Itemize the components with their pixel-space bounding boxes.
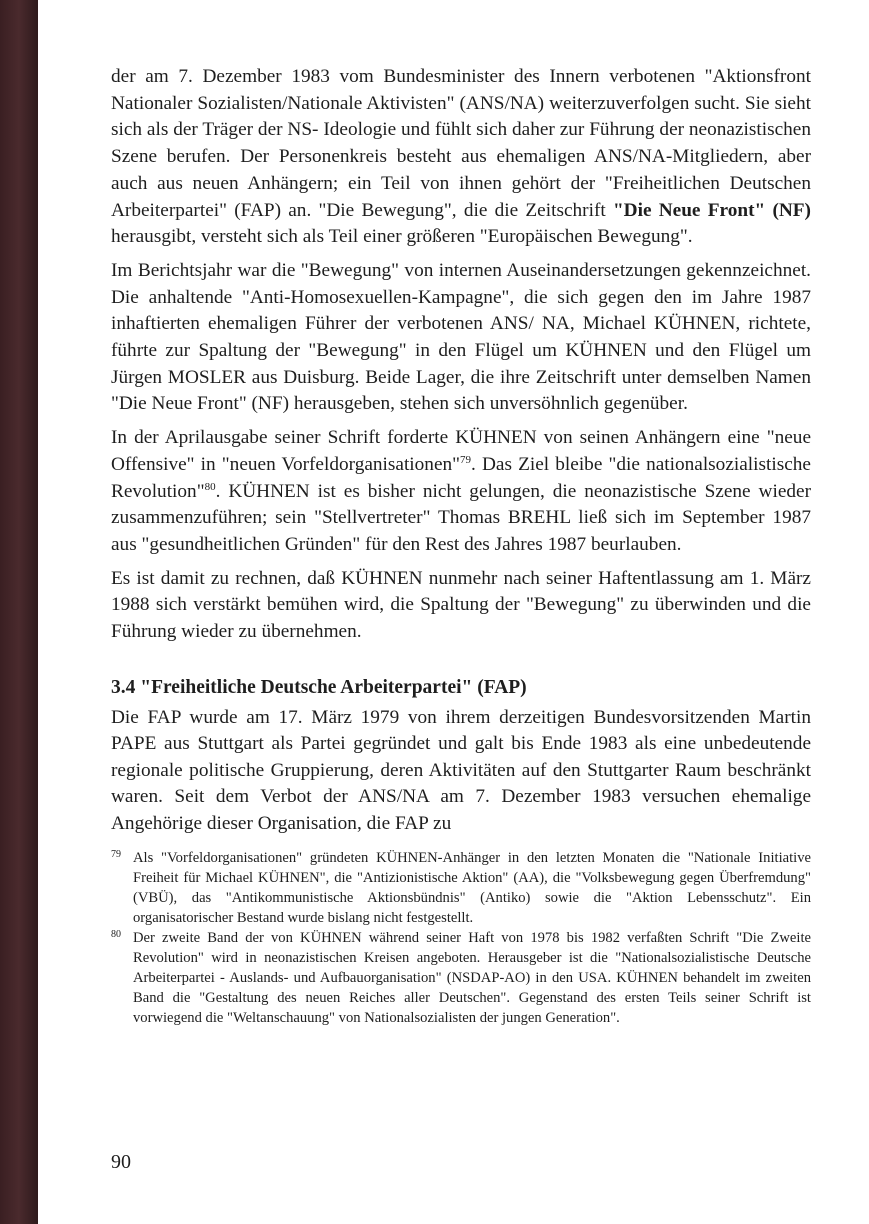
paragraph-1 xyxy=(111,64,811,251)
footnote-ref-80: 80 xyxy=(204,480,216,493)
footnote-number: 80 xyxy=(111,928,121,940)
section-paragraph: Die FAP wurde am 17. März 1979 von ihrem derzeitigen Bundesvorsitzenden Martin PAPE aus Stuttgart als Partei gegründet und galt bis Ende 1983 als eine unbedeutende regionale politische Gruppierung, deren Aktivitäten auf den Stuttgarter Raum beschränkt waren. Seit dem Verbot der ANS/NA am 7. Dezember 1983 versuchen ehemalige Angehörige dieser Organisation, die FAP zu xyxy=(111,706,811,834)
document-page xyxy=(111,64,811,1028)
footnote-text: Der zweite Band der von KÜHNEN während seiner Haft von 1978 bis 1982 verfaßten Schrift "Die Zweite Revolution" wird in neonazistischen Kreisen angeboten. Herausgeber ist die "Nationalsozialistische Deutsche Arbeiterpartei - Auslands- und Aufbauorganisation" (NSDAP-AO) in den USA. KÜHNEN behandelt im zweiten Band die "Gestaltung des neuen Reiches aller Deutschen". Gegenstand des ersten Teils seiner Schrift ist vorwiegend die "Weltanschauung" von Nationalsozialisten der jungen Generation". xyxy=(133,929,811,1026)
footnote-text: Als "Vorfeldorganisationen" gründeten KÜHNEN-Anhänger in den letzten Monaten die "Nationale Initiative Freiheit für Michael KÜHNEN", die "Antizionistische Aktion" (AA), die "Volksbewegung gegen Überfremdung" (VBÜ), das "Antikommunistische Aktionsbündnis" (Antiko) sowie die "Aktion Lebensschutz". Ein organisatorischer Bestand wurde bislang nicht festgestellt. xyxy=(133,850,811,926)
paragraph-1-text-c: herausgibt, versteht sich als Teil einer größeren "Europäischen Bewegung". xyxy=(111,226,693,248)
book-spine-edge xyxy=(0,0,38,1224)
paragraph-2: Im Berichtsjahr war die "Bewegung" von internen Auseinandersetzungen gekennzeichnet. Die anhaltende "Anti-Homosexuellen-Kampagne", die sich gegen den im Jahre 1987 inhaftierten ehemaligen Führer der verbotenen ANS/ NA, Michael KÜHNEN, richtete, führte zur Spaltung der "Bewegung" in den Flügel um KÜHNEN und den Flügel um Jürgen MOSLER aus Duisburg. Beide Lager, die ihre Zeitschrift unter demselben Namen "Die Neue Front" (NF) herausgeben, stehen sich unversöhnlich gegenüber. xyxy=(111,259,811,415)
footnote-number: 79 xyxy=(111,849,121,861)
footnote-80 xyxy=(111,929,811,1029)
paragraph-3-text-c: . KÜHNEN ist es bisher nicht gelungen, die neonazistische Szene wieder zusammenzuführen; sein "Stellvertreter" Thomas BREHL ließ sich im September 1987 aus "gesundheitlichen Gründen" für den Rest des Jahres 1987 beurlauben. xyxy=(111,480,811,555)
section-heading: 3.4 "Freiheitliche Deutsche Arbeiterpartei" (FAP) xyxy=(111,676,527,698)
page-number: 90 xyxy=(111,1151,131,1173)
paragraph-3-text-b: . Das Ziel bleibe "die nationalsozialistische Revolution" xyxy=(111,453,811,502)
footnote-79 xyxy=(111,849,811,929)
paragraph-1-text-a: der am 7. Dezember 1983 vom Bundesminister des Innern verbotenen "Aktionsfront Nationaler Sozialisten/Nationale Aktivisten" (ANS/NA) weiterzuverfolgen sucht. Sie sieht sich als der Träger der NS- Ideologie und fühlt sich daher zur Führung der neonazistischen Szene berufen. Der Personenkreis besteht aus ehemaligen ANS/NA-Mitgliedern, aber auch aus neuen Anhängern; ein Teil von ihnen gehört der "Freiheitlichen Deutschen Arbeiterpartei" (FAP) an. "Die Bewegung", die die Zeitschrift xyxy=(111,66,811,221)
publication-name-bold: "Die Neue Front" (NF) xyxy=(612,199,811,221)
paragraph-3 xyxy=(111,425,811,559)
paragraph-4: Es ist damit zu rechnen, daß KÜHNEN nunmehr nach seiner Haftentlassung am 1. März 1988 sich verstärkt bemühen wird, die Spaltung der "Bewegung" zu überwinden und die Führung wieder zu übernehmen. xyxy=(111,567,811,643)
footnote-ref-79: 79 xyxy=(460,453,472,466)
paragraph-3-text-a: In der Aprilausgabe seiner Schrift forderte KÜHNEN von seinen Anhängern eine "neue Offensive" in "neuen Vorfeldorganisationen" xyxy=(111,427,811,475)
